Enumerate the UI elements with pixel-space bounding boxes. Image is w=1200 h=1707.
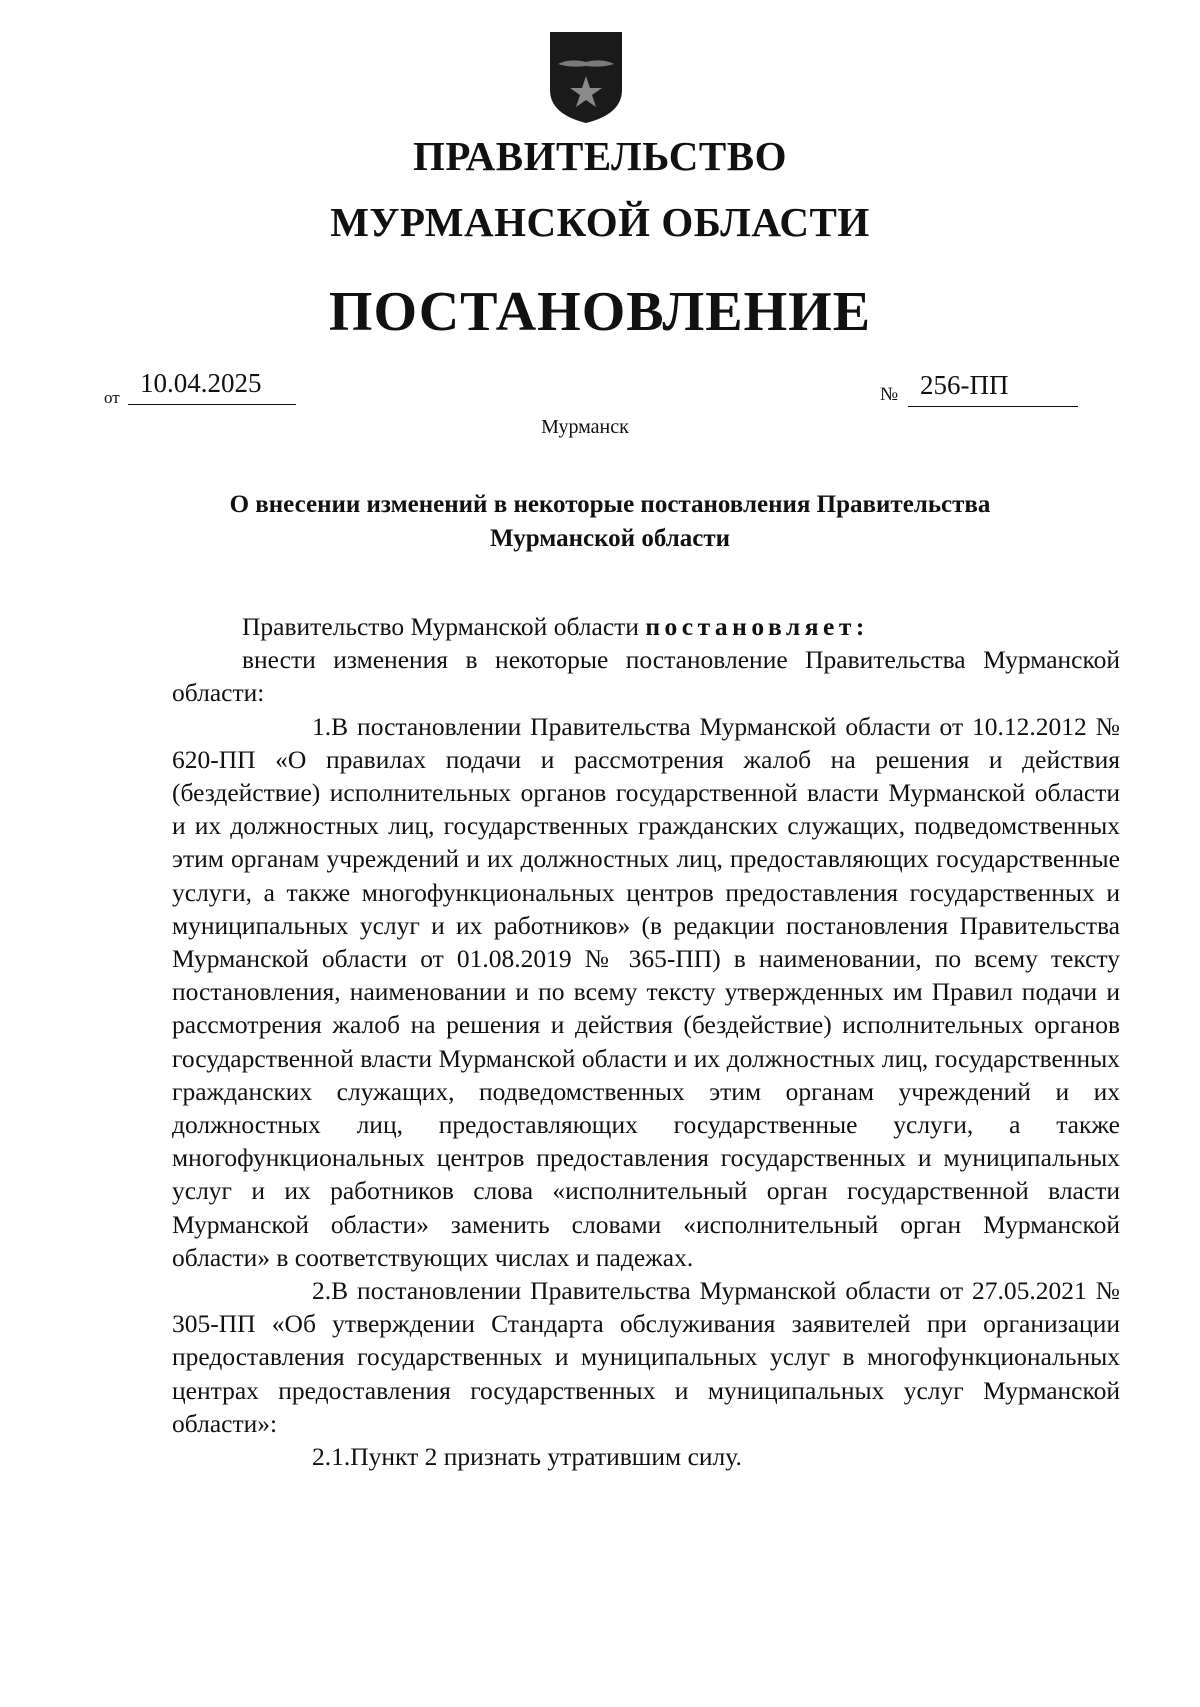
document-title bbox=[150, 488, 1070, 556]
date-underline bbox=[128, 404, 296, 405]
document-title-line2: Мурманской области bbox=[489, 525, 731, 552]
item-1-text: В постановлении Правительства Мурманской области от 10.12.2012 № 620-ПП «О правилах подачи и рассмотрения жалоб на решения и действия (бездействие) исполнительных органов государственной власти Мурманской области и их должностных лиц, государственных гражданских служащих, подведомственных этим органам учреждений и их должностных лиц, предоставляющих государственные услуги, а также многофункциональных центров предоставления государственных и муниципальных услуг и их работников» (в редакции постановления Правительства Мурманской области от 01.08.2019 № 365-ПП) в наименовании, по всему тексту постановления, наименовании и по всему тексту утвержденных им Правил подачи и рассмотрения жалоб на решения и действия (бездействие) исполнительных органов государственной власти Мурманской области и их должностных лиц, государственных гражданских служащих, подведомственных этим органам учреждений и их должностных лиц, предоставляющих государственные услуги, а также многофункциональных центров предоставления государственных и муниципальных услуг и их работников слова «исполнительный орган государственной власти Мурманской области» заменить словами «исполнительный орган Мурманской области» в соответствующих числах и падежах. bbox=[172, 711, 1120, 1272]
document-number: 256-ПП bbox=[920, 370, 1009, 400]
number-underline bbox=[908, 406, 1078, 407]
coat-of-arms-emblem bbox=[546, 28, 626, 126]
item-2-1-number: 2.1. bbox=[312, 1442, 351, 1472]
item-2-text: В постановлении Правительства Мурманской области от 27.05.2021 № 305-ПП «Об утверждении Стандарта обслуживания заявителей при организации предоставления государственных и муниципальных услуг в многофункциональных центрах предоставления государственных и муниципальных услуг Мурманской области»: bbox=[172, 1276, 1120, 1438]
organization-name-line1: ПРАВИТЕЛЬСТВО bbox=[412, 133, 788, 179]
item-2-number: 2. bbox=[312, 1276, 332, 1306]
document-body bbox=[172, 610, 1120, 1473]
number-label: № bbox=[880, 384, 899, 405]
date-label: от bbox=[104, 388, 120, 407]
intro-paragraph bbox=[172, 610, 1120, 643]
document-title-line1: О внесении изменений в некоторые постановления Правительства bbox=[229, 491, 991, 518]
item-2-1 bbox=[172, 1440, 1120, 1473]
document-date: 10.04.2025 bbox=[140, 368, 262, 398]
intro-verb: постановляет: bbox=[645, 612, 869, 641]
intro-text: внести изменения в некоторые постановление Правительства Мурманской области: bbox=[172, 645, 1120, 708]
item-2-1-text: Пункт 2 признать утратившим силу. bbox=[350, 1442, 742, 1472]
item-1-number: 1. bbox=[312, 711, 332, 741]
city: Мурманск bbox=[541, 416, 629, 438]
intro-subject: Правительство Мурманской области bbox=[242, 612, 639, 641]
item-2 bbox=[172, 1274, 1120, 1440]
organization-name-line2: МУРМАНСКОЙ ОБЛАСТИ bbox=[330, 199, 870, 245]
document-type: ПОСТАНОВЛЕНИЕ bbox=[328, 281, 872, 343]
item-1 bbox=[172, 710, 1120, 1274]
